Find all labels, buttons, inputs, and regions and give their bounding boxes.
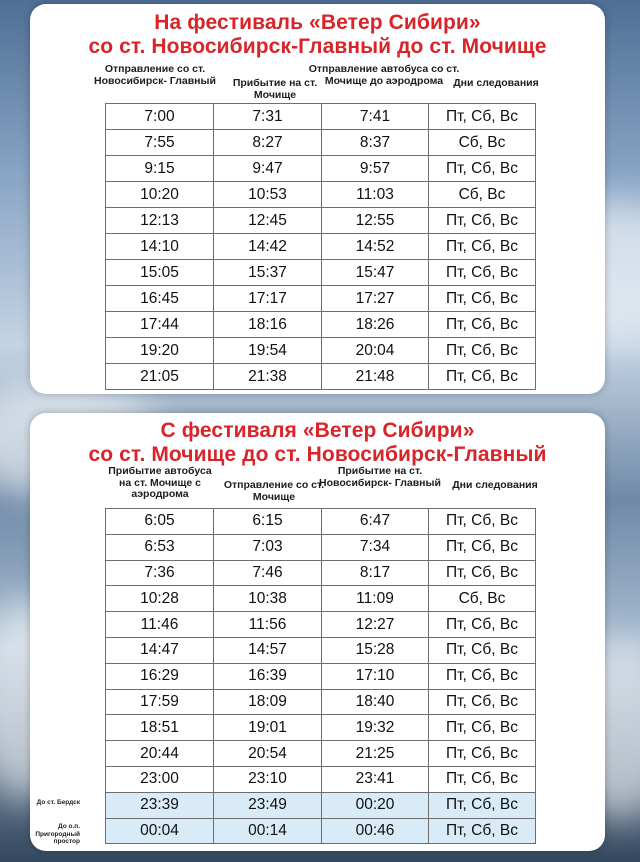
table-row [106,338,536,364]
time-cell: 9:57 [322,156,429,182]
days-cell: Пт, Сб, Вс [429,260,536,286]
time-cell: 17:10 [322,663,429,689]
time-cell: 10:53 [214,182,322,208]
header-days: Дни следования [453,77,539,89]
table-row [106,818,536,844]
time-cell: 23:49 [214,792,322,818]
table-row [106,663,536,689]
days-cell: Пт, Сб, Вс [429,612,536,638]
time-cell: 12:45 [214,208,322,234]
days-cell: Сб, Вс [429,586,536,612]
time-cell: 18:40 [322,689,429,715]
to-festival-title [30,4,605,59]
note-to-prigorodny-prostor: До о.п. Пригородный простор [35,823,80,845]
to-festival-title-line2: со ст. Новосибирск-Главный до ст. Мочище [88,35,547,58]
time-cell: 20:04 [322,338,429,364]
from-festival-schedule-table [105,508,536,844]
days-cell: Пт, Сб, Вс [429,792,536,818]
note-to-berdsk: До ст. Бердск [36,799,80,806]
header-days: Дни следования [452,479,538,491]
header-departure-novosibirsk: Отправление со ст. Новосибирск- Главный [94,63,216,87]
time-cell: 17:17 [214,286,322,312]
days-cell: Пт, Сб, Вс [429,689,536,715]
time-cell: 17:59 [106,689,214,715]
to-festival-schedule-table [105,103,536,390]
header-bus-departure: Отправление автобуса со ст. Мочище до аэродрома [308,63,460,87]
time-cell: 21:05 [106,364,214,390]
time-cell: 19:54 [214,338,322,364]
header-departure-mochishche: Отправление со ст. Мочище [223,479,325,503]
table-row [106,715,536,741]
time-cell: 19:32 [322,715,429,741]
time-cell: 6:47 [322,509,429,535]
time-cell: 23:39 [106,792,214,818]
time-cell: 16:29 [106,663,214,689]
table-row [106,534,536,560]
days-cell: Пт, Сб, Вс [429,234,536,260]
time-cell: 7:36 [106,560,214,586]
days-cell: Пт, Сб, Вс [429,338,536,364]
table-row [106,182,536,208]
time-cell: 00:20 [322,792,429,818]
table-row [106,104,536,130]
header-arrival-novosibirsk: Прибытие на ст. Новосибирск- Главный [319,465,441,489]
from-festival-title-line2: со ст. Мочище до ст. Новосибирск-Главный [88,443,547,466]
time-cell: 16:39 [214,663,322,689]
time-cell: 23:10 [214,766,322,792]
days-cell: Пт, Сб, Вс [429,534,536,560]
days-cell: Пт, Сб, Вс [429,286,536,312]
table-row [106,312,536,338]
time-cell: 7:41 [322,104,429,130]
days-cell: Пт, Сб, Вс [429,637,536,663]
time-cell: 7:00 [106,104,214,130]
time-cell: 12:13 [106,208,214,234]
time-cell: 16:45 [106,286,214,312]
time-cell: 21:38 [214,364,322,390]
time-cell: 17:27 [322,286,429,312]
days-cell: Пт, Сб, Вс [429,156,536,182]
time-cell: 7:03 [214,534,322,560]
days-cell: Пт, Сб, Вс [429,766,536,792]
table-row [106,586,536,612]
time-cell: 15:37 [214,260,322,286]
time-cell: 19:20 [106,338,214,364]
time-cell: 19:01 [214,715,322,741]
time-cell: 14:10 [106,234,214,260]
days-cell: Пт, Сб, Вс [429,663,536,689]
table-row [106,130,536,156]
time-cell: 11:03 [322,182,429,208]
time-cell: 14:57 [214,637,322,663]
time-cell: 18:09 [214,689,322,715]
time-cell: 21:48 [322,364,429,390]
time-cell: 21:25 [322,741,429,767]
time-cell: 15:28 [322,637,429,663]
from-festival-title-line1: С фестиваля «Ветер Сибири» [160,419,475,442]
from-festival-column-headers [30,466,605,510]
time-cell: 00:14 [214,818,322,844]
time-cell: 7:46 [214,560,322,586]
days-cell: Пт, Сб, Вс [429,818,536,844]
time-cell: 15:05 [106,260,214,286]
time-cell: 11:09 [322,586,429,612]
table-row [106,689,536,715]
header-bus-arrival: Прибытие автобуса на ст. Мочище с аэродрома [108,465,212,500]
to-festival-column-headers [30,64,605,106]
time-cell: 9:15 [106,156,214,182]
table-row [106,156,536,182]
table-row [106,286,536,312]
time-cell: 6:15 [214,509,322,535]
from-festival-title [30,413,605,467]
time-cell: 23:00 [106,766,214,792]
time-cell: 18:26 [322,312,429,338]
time-cell: 10:38 [214,586,322,612]
time-cell: 00:46 [322,818,429,844]
time-cell: 8:37 [322,130,429,156]
days-cell: Пт, Сб, Вс [429,312,536,338]
days-cell: Пт, Сб, Вс [429,741,536,767]
time-cell: 14:42 [214,234,322,260]
time-cell: 8:27 [214,130,322,156]
days-cell: Пт, Сб, Вс [429,509,536,535]
days-cell: Пт, Сб, Вс [429,715,536,741]
time-cell: 9:47 [214,156,322,182]
table-row [106,208,536,234]
days-cell: Пт, Сб, Вс [429,104,536,130]
time-cell: 00:04 [106,818,214,844]
table-row [106,741,536,767]
time-cell: 11:56 [214,612,322,638]
time-cell: 10:20 [106,182,214,208]
time-cell: 18:16 [214,312,322,338]
time-cell: 12:27 [322,612,429,638]
table-row [106,509,536,535]
days-cell: Пт, Сб, Вс [429,560,536,586]
time-cell: 12:55 [322,208,429,234]
days-cell: Сб, Вс [429,130,536,156]
time-cell: 14:52 [322,234,429,260]
time-cell: 6:53 [106,534,214,560]
time-cell: 10:28 [106,586,214,612]
time-cell: 17:44 [106,312,214,338]
time-cell: 20:44 [106,741,214,767]
time-cell: 23:41 [322,766,429,792]
table-row [106,560,536,586]
header-arrival-mochishche: Прибытие на ст. Мочище [232,77,318,101]
table-row [106,234,536,260]
table-row [106,637,536,663]
table-row [106,766,536,792]
to-festival-panel [30,4,605,394]
days-cell: Сб, Вс [429,182,536,208]
time-cell: 8:17 [322,560,429,586]
days-cell: Пт, Сб, Вс [429,208,536,234]
time-cell: 15:47 [322,260,429,286]
time-cell: 7:55 [106,130,214,156]
time-cell: 20:54 [214,741,322,767]
to-festival-title-line1: На фестиваль «Ветер Сибири» [154,11,481,34]
table-row [106,612,536,638]
from-festival-panel [30,413,605,851]
days-cell: Пт, Сб, Вс [429,364,536,390]
time-cell: 6:05 [106,509,214,535]
time-cell: 14:47 [106,637,214,663]
table-row [106,364,536,390]
table-row [106,260,536,286]
time-cell: 18:51 [106,715,214,741]
time-cell: 11:46 [106,612,214,638]
time-cell: 7:31 [214,104,322,130]
time-cell: 7:34 [322,534,429,560]
table-row [106,792,536,818]
